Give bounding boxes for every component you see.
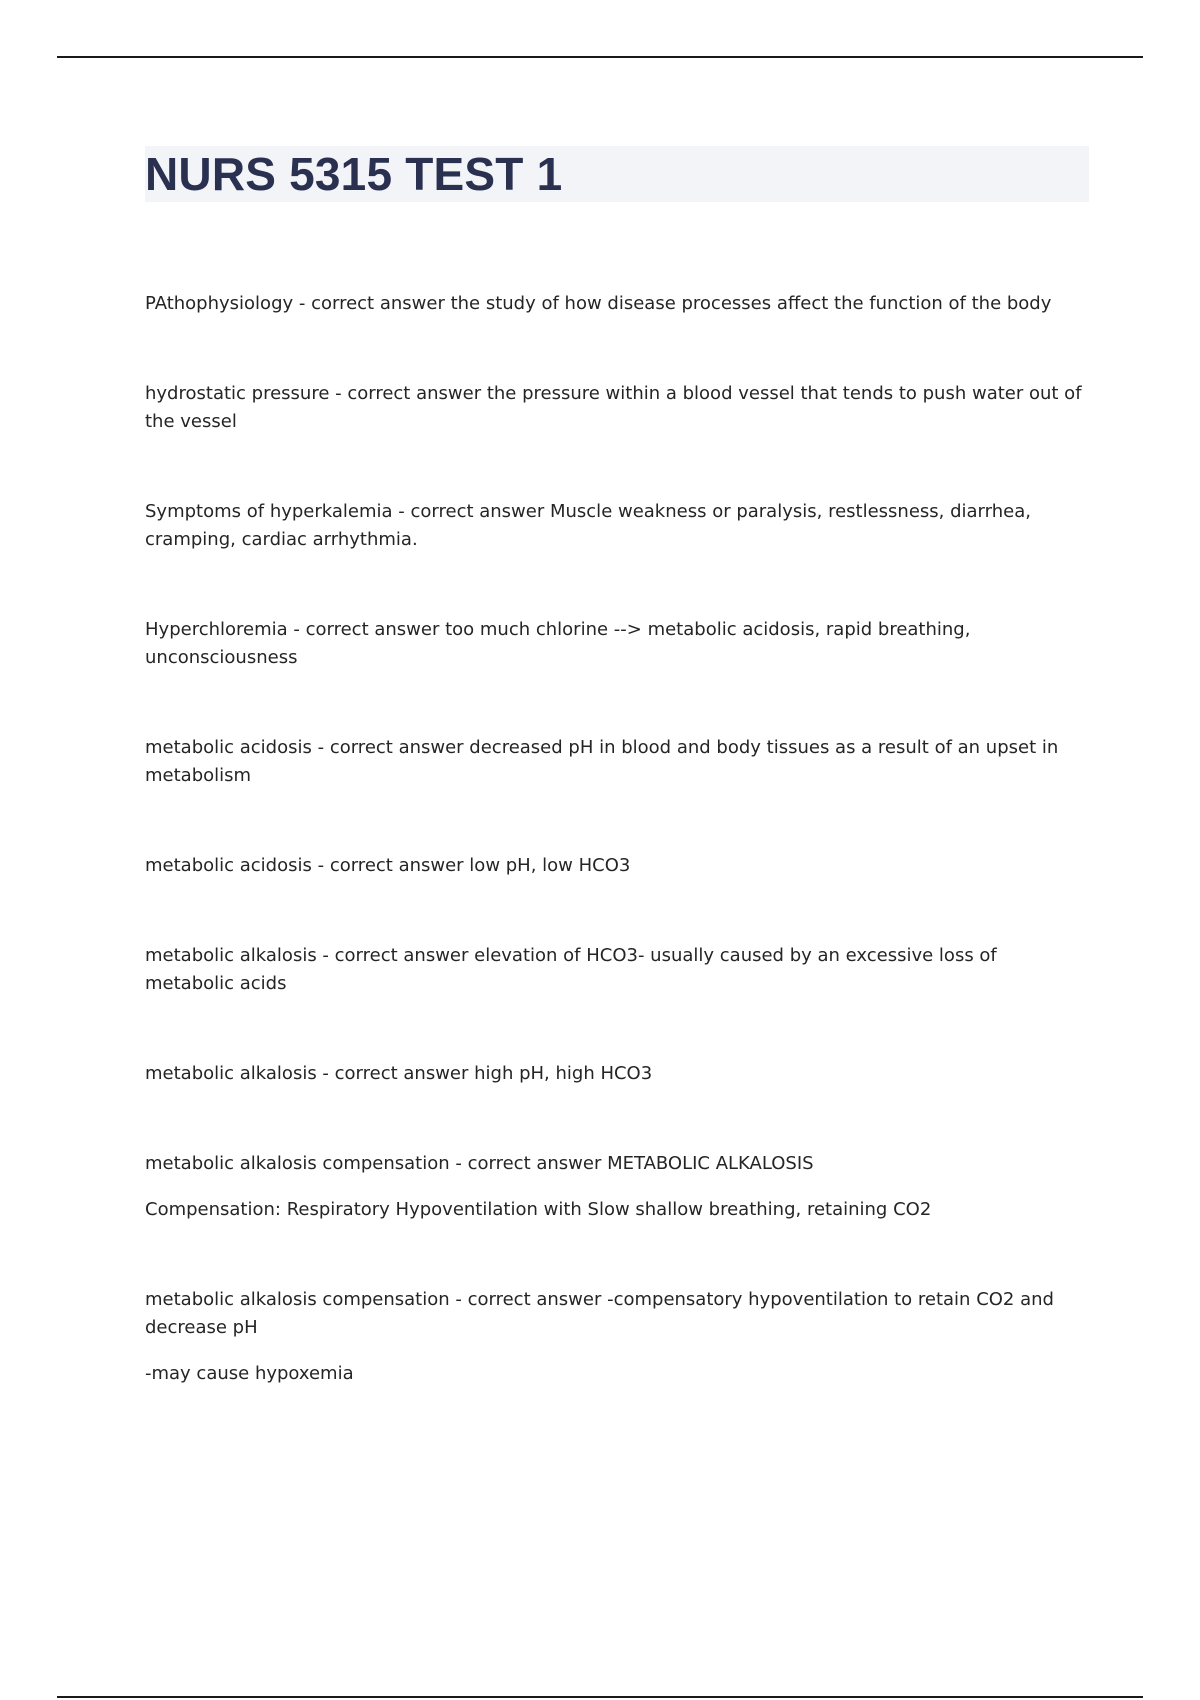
- entry-metabolic-acidosis-definition: [145, 734, 1090, 790]
- entry-text: metabolic acidosis - correct answer decreased pH in blood and body tissues as a result of an upset in metabolism: [145, 737, 1059, 786]
- entry-hyperkalemia: [145, 498, 1090, 554]
- entry-list: [145, 290, 1090, 1450]
- entry-text: metabolic acidosis - correct answer low pH, low HCO3: [145, 855, 631, 876]
- entry-hyperchloremia: [145, 616, 1090, 672]
- entry-pathophysiology: [145, 290, 1090, 318]
- entry-text: Hyperchloremia - correct answer too much chlorine --> metabolic acidosis, rapid breathing, unconsciousness: [145, 619, 971, 668]
- entry-text: hydrostatic pressure - correct answer the pressure within a blood vessel that tends to push water out of the vessel: [145, 383, 1082, 432]
- entry-text: PAthophysiology - correct answer the study of how disease processes affect the function of the body: [145, 293, 1052, 314]
- entry-hydrostatic-pressure: [145, 380, 1090, 436]
- page-title: NURS 5315 TEST 1: [145, 148, 563, 200]
- entry-text: Symptoms of hyperkalemia - correct answer Muscle weakness or paralysis, restlessness, diarrhea, cramping, cardiac arrhythmia.: [145, 501, 1031, 550]
- header-rule: [57, 56, 1143, 58]
- entry-text: metabolic alkalosis compensation - correct answer -compensatory hypoventilation to retain CO2 and decrease pH: [145, 1289, 1054, 1338]
- entry-metabolic-alkalosis-definition: [145, 942, 1090, 998]
- entry-text: Compensation: Respiratory Hypoventilation with Slow shallow breathing, retaining CO2: [145, 1199, 932, 1220]
- entry-metabolic-alkalosis-compensation-2: [145, 1286, 1090, 1388]
- entry-text: metabolic alkalosis - correct answer elevation of HCO3- usually caused by an excessive loss of metabolic acids: [145, 945, 997, 994]
- entry-text: metabolic alkalosis - correct answer high pH, high HCO3: [145, 1063, 653, 1084]
- entry-metabolic-alkalosis-values: [145, 1060, 1090, 1088]
- entry-text: -may cause hypoxemia: [145, 1363, 354, 1384]
- footer-rule: [57, 1696, 1143, 1698]
- entry-metabolic-acidosis-values: [145, 852, 1090, 880]
- entry-metabolic-alkalosis-compensation-1: [145, 1150, 1090, 1224]
- entry-text: metabolic alkalosis compensation - correct answer METABOLIC ALKALOSIS: [145, 1153, 814, 1174]
